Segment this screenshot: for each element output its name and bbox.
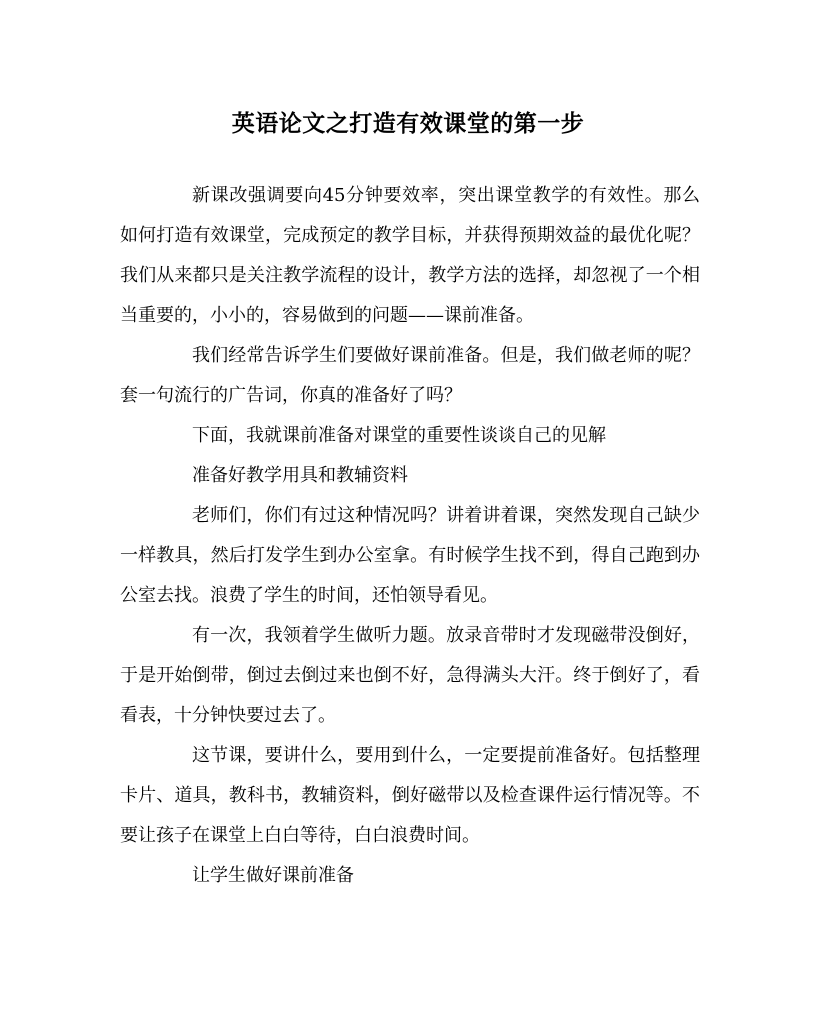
paragraph-lead-in: 下面，我就课前准备对课堂的重要性谈谈自己的见解	[192, 425, 606, 446]
paragraph-missing-tools: 老师们，你们有过这种情况吗？讲着讲着课，突然发现自己缺少一样教具，然后打发学生到办公室拿。有时候学生找不到，得自己跑到办公室去找。浪费了学生的时间，还怕领导看见。	[120, 505, 700, 606]
paragraph-question: 我们经常告诉学生们要做好课前准备。但是，我们做老师的呢？套一句流行的广告词，你真的准备好了吗？	[120, 345, 700, 406]
section-heading-students: 让学生做好课前准备	[192, 865, 354, 886]
document-title: 英语论文之打造有效课堂的第一步	[231, 110, 585, 137]
document-body	[120, 176, 700, 896]
paragraph-intro: 新课改强调要向45分钟要效率，突出课堂教学的有效性。那么如何打造有效课堂，完成预定的教学目标，并获得预期效益的最优化呢？我们从来都只是关注教学流程的设计，教学方法的选择，却忽视了一个相当重要的，小小的，容易做到的问题——课前准备。	[120, 185, 700, 326]
paragraph-prepare-ahead: 这节课，要讲什么，要用到什么，一定要提前准备好。包括整理卡片、道具，教科书，教辅资料，倒好磁带以及检查课件运行情况等。不要让孩子在课堂上白白等待，白白浪费时间。	[120, 745, 700, 846]
section-heading-materials: 准备好教学用具和教辅资料	[192, 465, 408, 486]
paragraph-tape-story: 有一次，我领着学生做听力题。放录音带时才发现磁带没倒好，于是开始倒带，倒过去倒过来也倒不好，急得满头大汗。终于倒好了，看看表，十分钟快要过去了。	[120, 625, 700, 726]
